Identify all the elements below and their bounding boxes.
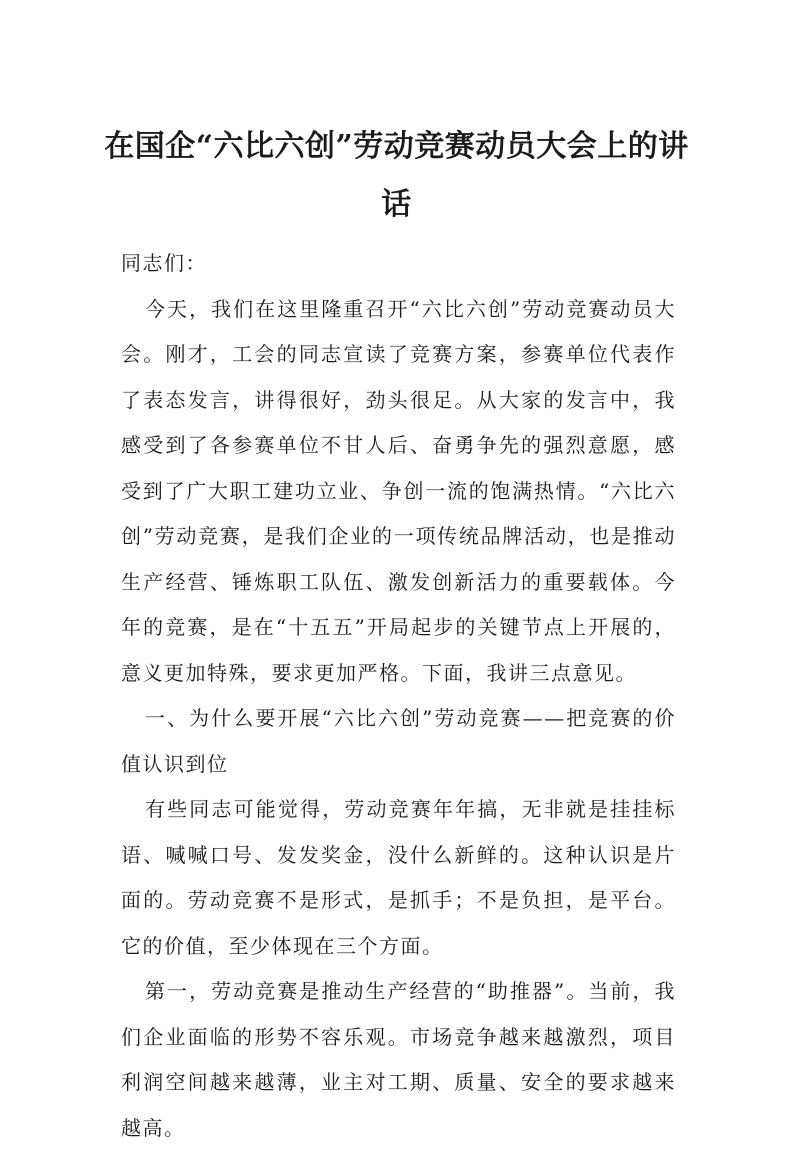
- paragraph-opening: 今天，我们在这里隆重召开“六比六创”劳动竞赛动员大会。刚才，工会的同志宣读了竞赛方案，参赛单位代表作了表态发言，讲得很好，劲头很足。从大家的发言中，我感受到了各参赛单位不甘人后、奋勇争先的强烈意愿，感受到了广大职工建功立业、争创一流的饱满热情。“六比六创”劳动竞赛，是我们企业的一项传统品牌活动，也是推动生产经营、锤炼职工队伍、激发创新活力的重要载体。今年的竞赛，是在“十五五”开局起步的关键节点上开展的，意义更加特殊，要求更加严格。下面，我讲三点意见。: [121, 296, 676, 685]
- paragraph-point-first: 第一，劳动竞赛是推动生产经营的“助推器”。当前，我们企业面临的形势不容乐观。市场竞争越来越激烈，项目利润空间越来越薄，业主对工期、质量、安全的要求越来越高。: [121, 979, 676, 1140]
- document-title: 在国企“六比六创”劳动竞赛动员大会上的讲话: [104, 129, 689, 222]
- section-heading-1: 一、为什么要开展“六比六创”劳动竞赛——把竞赛的价值认识到位: [121, 706, 676, 776]
- document-body: [121, 241, 676, 1151]
- salutation: 同志们：: [121, 251, 207, 275]
- paragraph-value-intro: 有些同志可能觉得，劳动竞赛年年搞，无非就是挂挂标语、喊喊口号、发发奖金，没什么新鲜的。这种认识是片面的。劳动竞赛不是形式，是抓手；不是负担，是平台。它的价值，至少体现在三个方面。: [121, 797, 676, 958]
